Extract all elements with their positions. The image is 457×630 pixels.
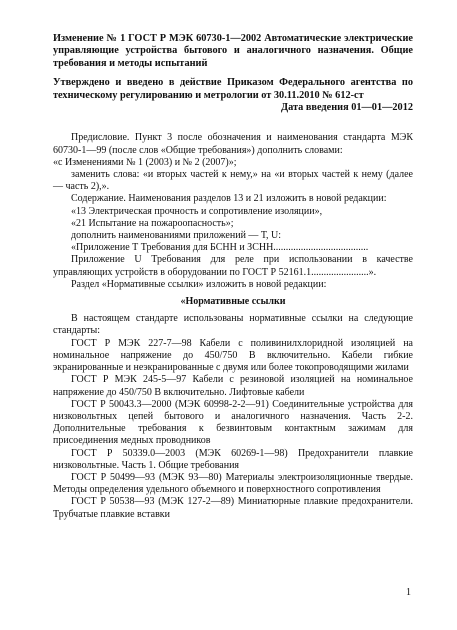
paragraph: «с Изменениями № 1 (2003) и № 2 (2007)»; — [53, 156, 237, 168]
reference-item: ГОСТ Р МЭК 227-7—98 Кабели с поливинилхлоридной изоляцией на номинальное напряжение до 450/750 В включительно. Кабели гибкие экранированные и неэкранированные с двумя или более токопроводящими жилами — [53, 337, 413, 374]
paragraph: Содержание. Наименования разделов 13 и 21 изложить в новой редакции: — [71, 193, 387, 205]
page-number: 1 — [406, 587, 411, 598]
section-heading: «Нормативные ссылки — [180, 296, 286, 308]
effective-date: Дата введения 01—01—2012 — [281, 102, 413, 114]
reference-item: ГОСТ Р 50538—93 (МЭК 127-2—89) Миниатюрные плавкие предохранители. Трубчатые плавкие вставки — [53, 496, 413, 520]
amendment-body — [53, 132, 413, 520]
approval-statement: Утверждено и введено в действие Приказом Федерального агентства по техническому регулированию и метрологии от 30.11.2010 № 612-ст — [53, 77, 413, 101]
paragraph: Приложение U Требования для реле при использовании в качестве управляющих устройств в оборудовании по ГОСТ Р 52161.1.......................». — [53, 254, 413, 278]
reference-item: В настоящем стандарте использованы нормативные ссылки на следующие стандарты: — [53, 313, 413, 337]
paragraph: «Приложение Т Требования для БСНН и ЗСНН...................................... — [71, 242, 369, 254]
paragraph: «13 Электрическая прочность и сопротивление изоляции», — [71, 205, 323, 217]
paragraph: Предисловие. Пункт 3 после обозначения и наименования стандарта МЭК 60730-1—99 (после слов «Общие требования») дополнить словами: — [53, 132, 413, 156]
paragraph: «21 Испытание на пожароопасность»; — [71, 217, 234, 229]
reference-item: ГОСТ Р 50043.3—2000 (МЭК 60998-2-2—91) Соединительные устройства для низковольтных цепей бытового и аналогичного назначения. Часть 2-2. Дополнительные требования к безвинтовым контактным зажимам для присоединения медных проводников — [53, 398, 413, 447]
document-page — [53, 33, 413, 521]
paragraph: дополнить наименованиями приложений — Т, U: — [71, 230, 282, 242]
reference-item: ГОСТ Р 50339.0—2003 (МЭК 60269-1—98) Предохранители плавкие низковольтные. Часть 1. Общие требования — [53, 447, 413, 471]
reference-item: ГОСТ Р 50499—93 (МЭК 93—80) Материалы электроизоляционные твердые. Методы определения удельного объемного и поверхностного сопротивления — [53, 471, 413, 496]
reference-item: ГОСТ Р МЭК 245-5—97 Кабели с резиновой изоляцией на номинальное напряжение до 450/750 В включительно. Лифтовые кабели — [53, 374, 413, 398]
amendment-title: Изменение № 1 ГОСТ Р МЭК 60730-1—2002 Автоматические электрические управляющие устройства бытового и аналогичного назначения. Общие требования и методы испытаний — [53, 33, 413, 69]
paragraph: заменить слова: «и вторых частей к нему,» на «и вторых частей к нему (далее — часть 2),». — [53, 169, 413, 193]
paragraph: Раздел «Нормативные ссылки» изложить в новой редакции: — [71, 278, 327, 290]
